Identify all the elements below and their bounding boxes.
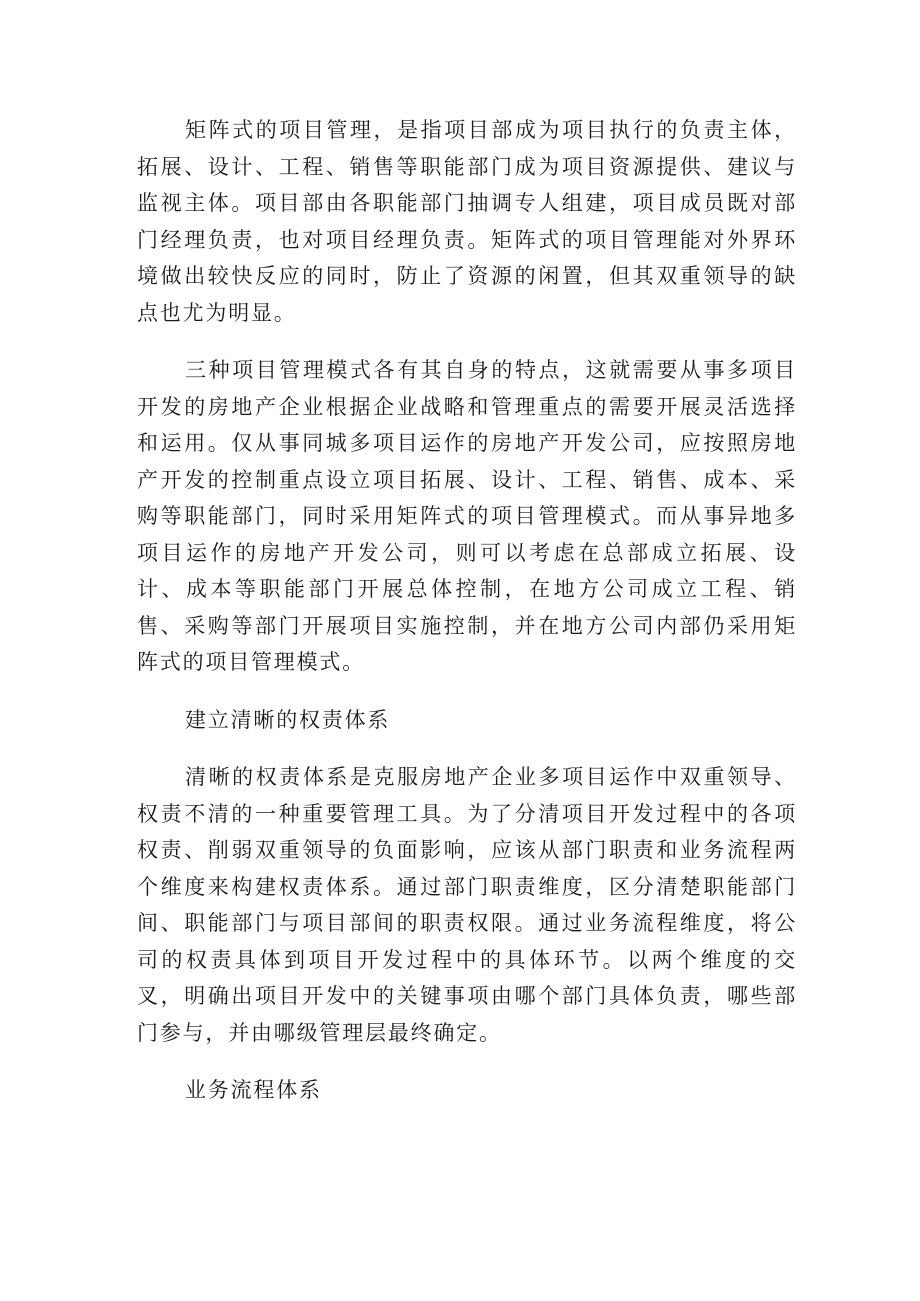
paragraph-responsibility-system: 清晰的权责体系是克服房地产企业多项目运作中双重领导、权责不清的一种重要管理工具。为了分清项目开发过程中的各项权责、削弱双重领导的负面影响，应该从部门职责和业务流程两个维度来构建权责体系。通过部门职责维度，区分清楚职能部门间、职能部门与项目部间的职责权限。通过业务流程维度，将公司的权责具体到项目开发过程中的具体环节。以两个维度的交叉，明确出项目开发中的关键事项由哪个部门具体负责，哪些部门参与，并由哪级管理层最终确定。 bbox=[137, 765, 797, 1045]
document-body bbox=[137, 112, 797, 1130]
paragraph-matrix-management: 矩阵式的项目管理，是指项目部成为项目执行的负责主体，拓展、设计、工程、销售等职能部门成为项目资源提供、建议与监视主体。项目部由各职能部门抽调专人组建，项目成员既对部门经理负责，也对项目经理负责。矩阵式的项目管理能对外界环境做出较快反应的同时，防止了资源的闲置，但其双重领导的缺点也尤为明显。 bbox=[137, 118, 797, 325]
paragraph-three-modes: 三种项目管理模式各有其自身的特点，这就需要从事多项目开发的房地产企业根据企业战略和管理重点的需要开展灵活选择和运用。仅从事同城多项目运作的房地产开发公司，应按照房地产开发的控制重点设立项目拓展、设计、工程、销售、成本、采购等职能部门，同时采用矩阵式的项目管理模式。而从事异地多项目运作的房地产开发公司，则可以考虑在总部成立拓展、设计、成本等职能部门开展总体控制，在地方公司成立工程、销售、采购等部门开展项目实施控制，并在地方公司内部仍采用矩阵式的项目管理模式。 bbox=[137, 358, 797, 674]
section-heading-responsibility-system: 建立清晰的权责体系 bbox=[185, 707, 391, 732]
section-heading-business-process: 业务流程体系 bbox=[185, 1078, 322, 1102]
